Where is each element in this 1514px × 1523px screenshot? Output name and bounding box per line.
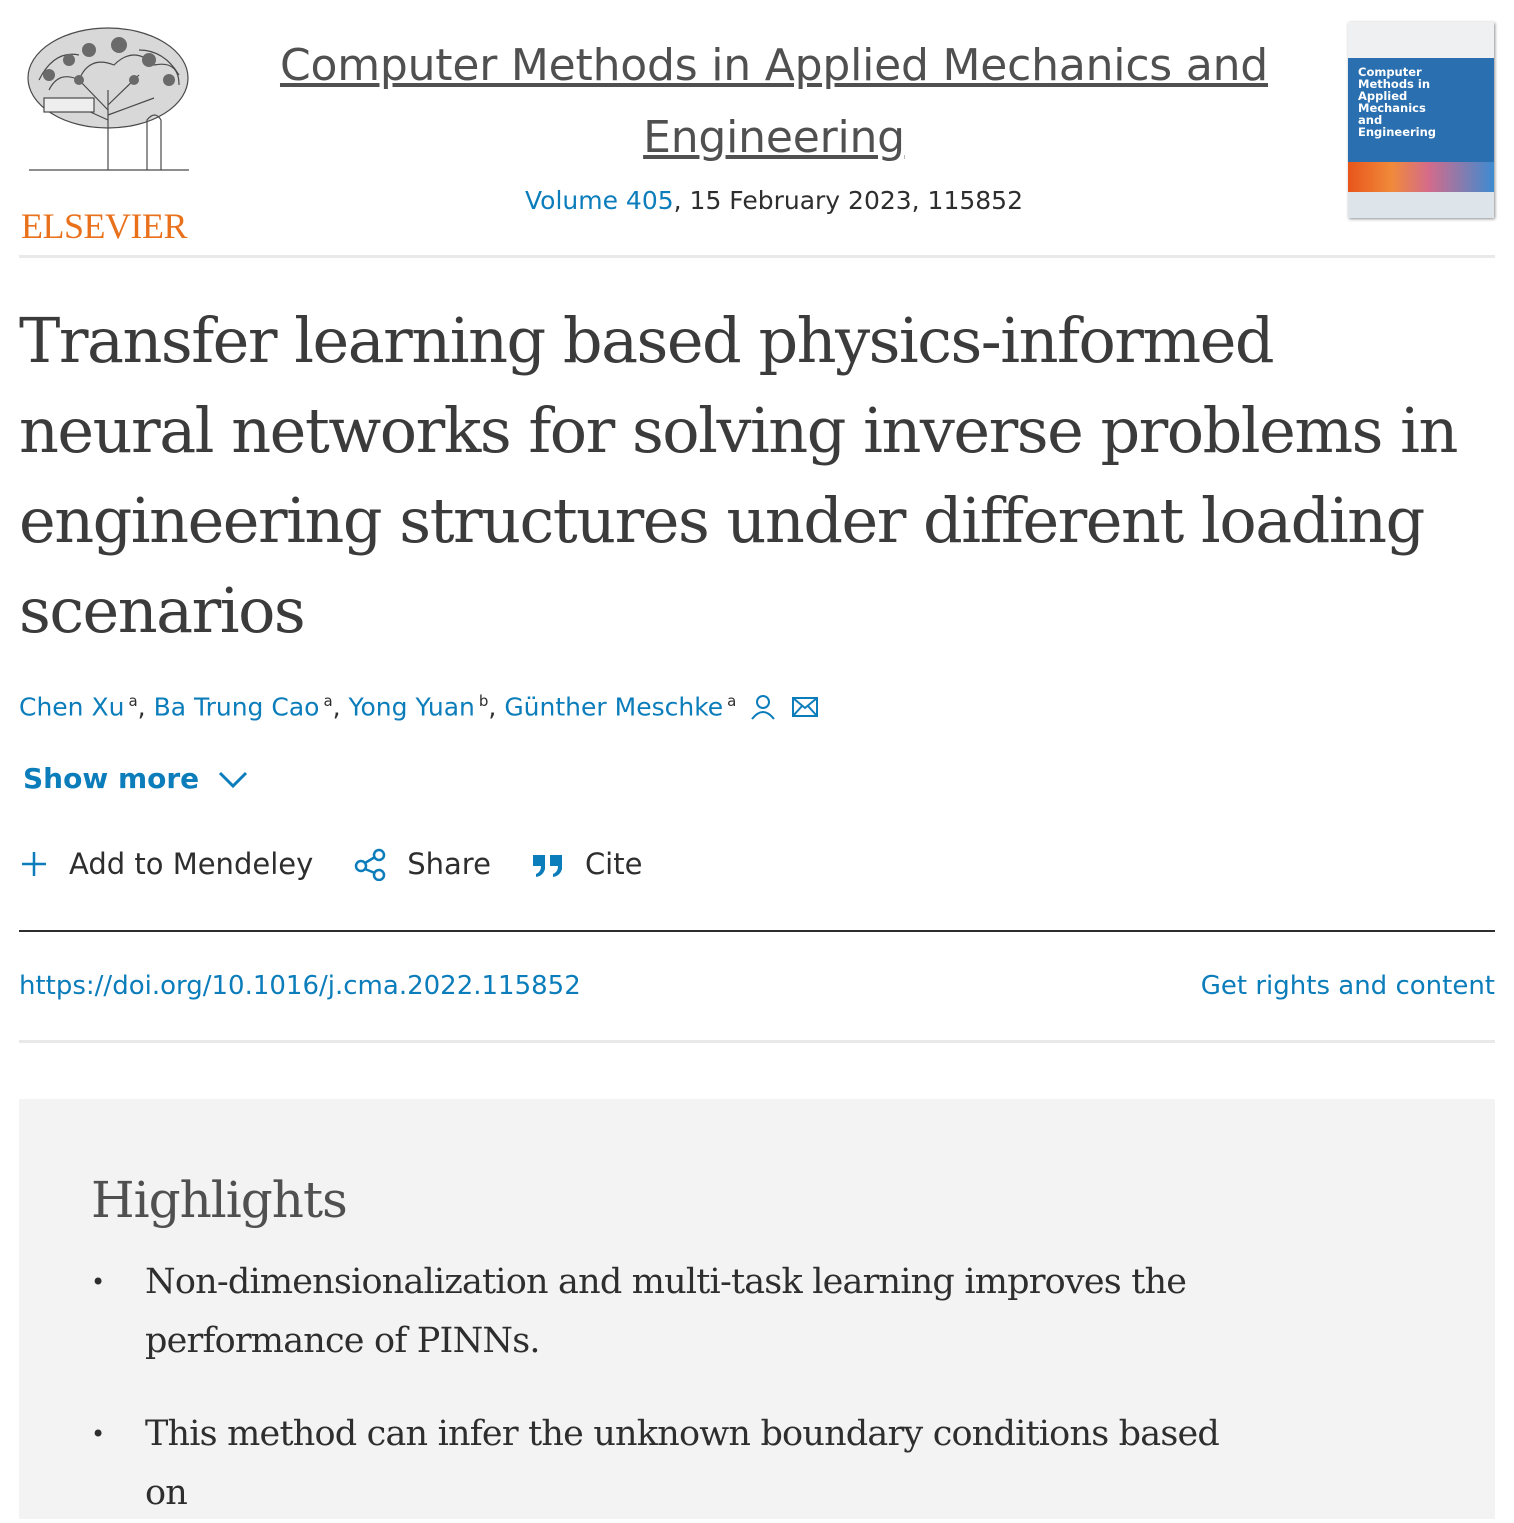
highlights-heading: Highlights: [91, 1171, 347, 1229]
author-separator: ,: [137, 692, 154, 722]
cover-title: Computer Methods in Applied Mechanics and Engineering: [1358, 65, 1437, 139]
cite-button[interactable]: [531, 847, 643, 881]
elsevier-logo[interactable]: [19, 20, 199, 246]
highlight-text: Non-dimensionalization and multi-task learning improves the performance of PINNs.: [145, 1262, 1187, 1361]
author-link[interactable]: Yong Yuan: [348, 692, 475, 722]
highlight-item: • Non-dimensionalization and multi-task learning improves the performance of PINNs.: [91, 1262, 1187, 1361]
add-to-mendeley-button[interactable]: [19, 847, 313, 881]
quote-icon: [531, 849, 565, 879]
issue-line: [249, 186, 1299, 215]
highlights-list: [91, 1253, 1423, 1523]
issue-details: , 15 February 2023, 115852: [673, 186, 1023, 215]
journal-info: [249, 30, 1299, 215]
cite-label: Cite: [584, 847, 643, 881]
author-separator: ,: [332, 692, 349, 722]
doi-row: [19, 932, 1495, 1043]
cover-top-band: [1348, 22, 1494, 58]
envelope-icon[interactable]: [790, 692, 820, 722]
share-icon: [353, 847, 387, 881]
cover-color-band: [1348, 162, 1494, 192]
show-more-label: Show more: [23, 762, 200, 795]
highlight-item: • This method can infer the unknown boundary conditions based on: [91, 1414, 1220, 1513]
affiliation-marker[interactable]: a: [727, 692, 737, 711]
highlight-text: This method can infer the unknown boundary conditions based on: [145, 1414, 1220, 1513]
cover-bottom-band: [1348, 192, 1494, 218]
author-link[interactable]: Günther Meschke: [504, 692, 724, 722]
doi-link[interactable]: https://doi.org/10.1016/j.cma.2022.115852: [19, 971, 581, 1001]
publisher-wordmark: ELSEVIER: [21, 206, 187, 246]
article-title: Transfer learning based physics-informed neural networks for solving inverse problems in engineering structures under different loading scenarios: [19, 304, 1457, 647]
affiliation-marker[interactable]: b: [478, 692, 489, 711]
affiliation-marker[interactable]: a: [323, 692, 333, 711]
show-more-button[interactable]: [23, 762, 1495, 795]
person-icon[interactable]: [748, 692, 778, 722]
author-items: [19, 692, 736, 721]
share-button[interactable]: [353, 847, 491, 881]
author-icons: [748, 692, 820, 722]
get-rights-link[interactable]: Get rights and content: [1200, 971, 1495, 1001]
author-link[interactable]: Chen Xu: [19, 692, 125, 722]
author-separator: ,: [488, 692, 505, 722]
plus-icon: [19, 849, 49, 879]
highlights-section: [19, 1099, 1495, 1519]
article-actions: [19, 847, 1495, 932]
share-label: Share: [407, 847, 491, 881]
chevron-down-icon: [217, 768, 249, 790]
volume-link[interactable]: Volume 405: [525, 186, 674, 215]
journal-cover-image[interactable]: [1348, 22, 1494, 218]
author-link[interactable]: Ba Trung Cao: [153, 692, 320, 722]
journal-title-link[interactable]: Computer Methods in Applied Mechanics and Engineering: [279, 40, 1268, 163]
journal-header: [19, 0, 1495, 258]
tree-logo-icon: [19, 20, 197, 180]
affiliation-marker[interactable]: a: [128, 692, 138, 711]
author-list: [19, 692, 1495, 722]
mendeley-label: Add to Mendeley: [69, 847, 314, 881]
